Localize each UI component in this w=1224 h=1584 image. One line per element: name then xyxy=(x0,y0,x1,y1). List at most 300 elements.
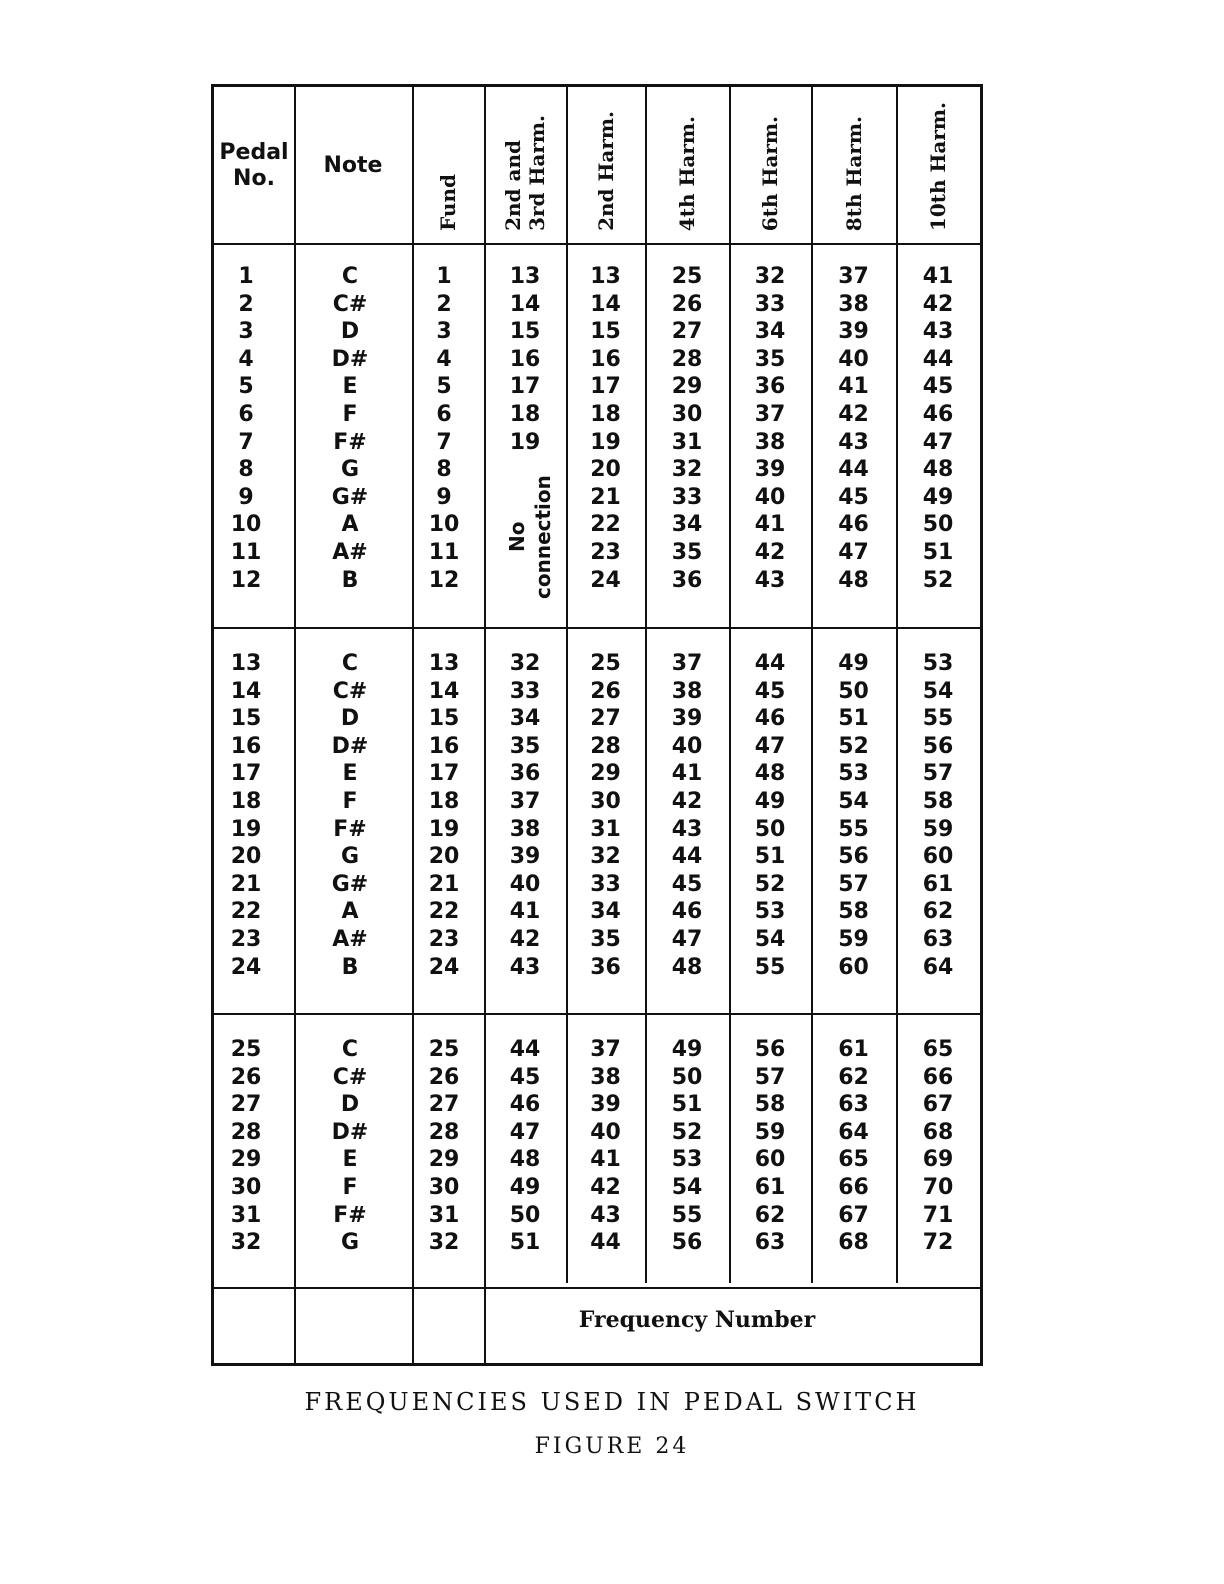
table-cell: 61 xyxy=(922,871,954,897)
header-8th-harm: 8th Harm. xyxy=(841,115,866,231)
table-cell: 54 xyxy=(671,1174,703,1200)
table-cell: 30 xyxy=(230,1174,262,1200)
header-note: Note xyxy=(323,153,383,178)
table-cell: 63 xyxy=(838,1092,869,1118)
table-cell: 45 xyxy=(754,678,786,704)
table-cell: 22 xyxy=(590,512,621,538)
table-cell: 50 xyxy=(671,1064,703,1090)
header-6th-harm: 6th Harm. xyxy=(758,115,782,231)
table-cell: 14 xyxy=(230,678,262,704)
table-cell: 54 xyxy=(754,926,786,952)
table-cell: 42 xyxy=(922,291,954,317)
table-cell: 62 xyxy=(754,1202,786,1228)
column-harm6-group-3 xyxy=(729,1036,811,1257)
table-cell: 24 xyxy=(230,954,262,980)
table-cell: 32 xyxy=(230,1230,262,1256)
table-cell: F# xyxy=(333,816,367,842)
table-cell: 64 xyxy=(838,1119,869,1145)
table-cell: 44 xyxy=(922,346,954,372)
table-cell: C xyxy=(341,651,359,676)
table-cell: 35 xyxy=(754,346,786,372)
column-harm10-group-2 xyxy=(896,650,980,981)
table-cell: 37 xyxy=(754,401,786,427)
table-cell: 48 xyxy=(922,457,954,483)
table-cell: 6 xyxy=(436,401,452,427)
table-cell: 58 xyxy=(838,899,869,925)
table-cell: 29 xyxy=(230,1147,262,1173)
table-cell: C# xyxy=(332,1064,368,1090)
table-cell: 18 xyxy=(230,788,262,814)
table-cell: 62 xyxy=(922,899,954,925)
row-divider xyxy=(214,1013,980,1015)
table-cell: 46 xyxy=(922,401,954,427)
table-cell: 37 xyxy=(838,264,869,289)
table-cell: 19 xyxy=(590,429,621,455)
table-cell: 14 xyxy=(428,678,460,704)
table-cell: 47 xyxy=(671,926,703,952)
table-cell: 50 xyxy=(754,816,786,842)
column-harm8-group-3 xyxy=(811,1036,896,1257)
table-cell: 49 xyxy=(754,788,786,814)
table-cell: 31 xyxy=(230,1202,262,1228)
table-cell: 27 xyxy=(671,319,703,345)
table-cell: F xyxy=(342,401,358,427)
table-cell: 21 xyxy=(428,871,460,897)
table-cell: 49 xyxy=(922,484,954,510)
table-cell: 17 xyxy=(590,374,621,400)
table-cell: 27 xyxy=(428,1092,460,1118)
table-cell: 41 xyxy=(922,264,954,289)
table-cell: 44 xyxy=(754,651,786,676)
table-cell: 39 xyxy=(590,1092,621,1118)
table-cell: 2 xyxy=(436,291,452,317)
table-cell: 9 xyxy=(238,484,254,510)
table-cell: 12 xyxy=(230,567,262,593)
table-cell: 47 xyxy=(509,1119,541,1145)
table-cell: 45 xyxy=(922,374,954,400)
table-cell: 23 xyxy=(590,539,621,565)
header-2nd-harm: 2nd Harm. xyxy=(593,111,618,231)
table-cell: C xyxy=(341,1037,359,1062)
table-cell: 35 xyxy=(509,733,541,759)
table-cell: 43 xyxy=(509,954,541,980)
table-cell: 42 xyxy=(590,1174,621,1200)
table-cell: 22 xyxy=(230,899,262,925)
table-cell: D# xyxy=(331,733,369,759)
table-cell: B xyxy=(341,954,359,980)
table-cell: 18 xyxy=(590,401,621,427)
table-cell: 55 xyxy=(838,816,869,842)
table-cell: 70 xyxy=(922,1174,954,1200)
table-cell: 28 xyxy=(671,346,703,372)
table-cell: E xyxy=(342,374,358,400)
table-cell: 64 xyxy=(922,954,954,980)
table-cell: 59 xyxy=(754,1119,786,1145)
table-cell: 25 xyxy=(590,651,621,676)
table-cell: A# xyxy=(332,539,368,565)
table-cell: 5 xyxy=(238,374,254,400)
table-cell: 57 xyxy=(838,871,869,897)
row-divider xyxy=(214,1287,980,1289)
table-cell: 55 xyxy=(922,706,954,732)
table-cell: 51 xyxy=(754,844,786,870)
table-cell: 8 xyxy=(436,457,452,483)
table-cell: 54 xyxy=(922,678,954,704)
table-cell: 57 xyxy=(754,1064,786,1090)
table-cell: 5 xyxy=(436,374,452,400)
table-cell: 28 xyxy=(230,1119,262,1145)
table-cell: 3 xyxy=(436,319,452,345)
table-cell: 33 xyxy=(671,484,703,510)
table-cell: D xyxy=(340,1092,360,1118)
table-cell: 51 xyxy=(509,1230,541,1256)
column-harm10-group-3 xyxy=(896,1036,980,1257)
header-4th-harm: 4th Harm. xyxy=(675,115,699,231)
table-cell: 21 xyxy=(590,484,621,510)
table-cell: 48 xyxy=(838,567,869,593)
table-cell: 20 xyxy=(590,457,621,483)
table-cell: 48 xyxy=(754,761,786,787)
table-cell: 48 xyxy=(671,954,703,980)
table-cell: 15 xyxy=(230,706,262,732)
table-cell: 31 xyxy=(428,1202,460,1228)
table-cell: 52 xyxy=(754,871,786,897)
table-cell: 36 xyxy=(754,374,786,400)
table-cell: 65 xyxy=(838,1147,869,1173)
table-cell: 20 xyxy=(428,844,460,870)
table-cell: G# xyxy=(331,871,369,897)
table-cell: 17 xyxy=(230,761,262,787)
table-cell: 44 xyxy=(590,1230,621,1256)
row-divider xyxy=(214,627,980,629)
table-cell: 21 xyxy=(230,871,262,897)
table-cell: 25 xyxy=(671,264,703,289)
table-cell: 53 xyxy=(754,899,786,925)
table-cell: 68 xyxy=(838,1230,869,1256)
table-cell: 7 xyxy=(238,429,254,455)
column-pedal-group-3 xyxy=(214,1036,278,1257)
table-cell: G xyxy=(340,1230,360,1256)
table-cell: G xyxy=(340,844,360,870)
column-harm6-group-1 xyxy=(729,263,811,594)
table-cell: 26 xyxy=(671,291,703,317)
table-cell: A xyxy=(341,899,359,925)
table-cell: 13 xyxy=(590,264,621,289)
table-cell: 12 xyxy=(428,567,460,593)
table-cell: 8 xyxy=(238,457,254,483)
table-cell: 42 xyxy=(509,926,541,952)
table-cell: 66 xyxy=(922,1064,954,1090)
column-harm2-group-3 xyxy=(566,1036,645,1257)
table-cell: 9 xyxy=(436,484,452,510)
header-pedal-no: Pedal No. xyxy=(219,140,289,191)
table-cell: 34 xyxy=(509,706,541,732)
table-cell: 61 xyxy=(754,1174,786,1200)
table-cell: 26 xyxy=(428,1064,460,1090)
table-cell: 15 xyxy=(509,319,541,345)
table-cell: 38 xyxy=(590,1064,621,1090)
table-cell: 49 xyxy=(671,1037,703,1062)
table-cell: 51 xyxy=(838,706,869,732)
table-cell: 42 xyxy=(754,539,786,565)
column-fund-group-1 xyxy=(412,263,476,594)
table-cell: 46 xyxy=(838,512,869,538)
table-cell: 50 xyxy=(922,512,954,538)
header-10th-harm: 10th Harm. xyxy=(926,101,950,231)
table-cell: 38 xyxy=(838,291,869,317)
table-cell: 62 xyxy=(838,1064,869,1090)
table-cell: 60 xyxy=(838,954,869,980)
table-cell: 7 xyxy=(436,429,452,455)
table-cell: 40 xyxy=(754,484,786,510)
table-cell: A xyxy=(341,512,359,538)
table-cell: 40 xyxy=(590,1119,621,1145)
table-cell: 61 xyxy=(838,1037,869,1062)
table-cell: 39 xyxy=(671,706,703,732)
table-cell: 60 xyxy=(922,844,954,870)
column-harm23-group-1 xyxy=(484,263,566,456)
table-cell: 69 xyxy=(922,1147,954,1173)
table-cell: 13 xyxy=(509,264,541,289)
table-cell: 37 xyxy=(509,788,541,814)
table-cell: 29 xyxy=(428,1147,460,1173)
table-cell: 48 xyxy=(509,1147,541,1173)
table-cell: 42 xyxy=(838,401,869,427)
table-cell: 40 xyxy=(671,733,703,759)
column-harm4-group-2 xyxy=(645,650,729,981)
frequency-number-label: Frequency Number xyxy=(578,1307,816,1333)
frequency-table xyxy=(211,84,983,1366)
table-cell: 37 xyxy=(671,651,703,676)
table-cell: 11 xyxy=(428,539,460,565)
table-cell: 19 xyxy=(428,816,460,842)
table-cell: 28 xyxy=(590,733,621,759)
table-cell: 39 xyxy=(509,844,541,870)
table-cell: D# xyxy=(331,346,369,372)
table-cell: 29 xyxy=(671,374,703,400)
table-cell: 41 xyxy=(838,374,869,400)
column-note-group-1 xyxy=(294,263,406,594)
figure-caption: FREQUENCIES USED IN PEDAL SWITCH xyxy=(304,1388,920,1416)
table-cell: 63 xyxy=(922,926,954,952)
table-cell: 25 xyxy=(428,1037,460,1062)
table-cell: 45 xyxy=(509,1064,541,1090)
table-cell: 46 xyxy=(671,899,703,925)
table-cell: 15 xyxy=(590,319,621,345)
table-cell: 30 xyxy=(590,788,621,814)
table-cell: 10 xyxy=(428,512,460,538)
column-pedal-group-1 xyxy=(214,263,278,594)
table-cell: 52 xyxy=(671,1119,703,1145)
table-cell: 19 xyxy=(230,816,262,842)
table-cell: 32 xyxy=(590,844,621,870)
table-cell: 53 xyxy=(671,1147,703,1173)
table-cell: 27 xyxy=(590,706,621,732)
table-cell: 55 xyxy=(754,954,786,980)
table-cell: 42 xyxy=(671,788,703,814)
table-cell: 46 xyxy=(509,1092,541,1118)
table-cell: 28 xyxy=(428,1119,460,1145)
table-cell: 19 xyxy=(509,429,541,455)
table-cell: 23 xyxy=(428,926,460,952)
column-harm23-group-2 xyxy=(484,650,566,981)
column-harm8-group-2 xyxy=(811,650,896,981)
table-cell: 49 xyxy=(838,651,869,676)
table-cell: E xyxy=(342,761,358,787)
table-cell: 52 xyxy=(838,733,869,759)
table-cell: F xyxy=(342,788,358,814)
table-cell: 34 xyxy=(671,512,703,538)
table-cell: 43 xyxy=(922,319,954,345)
table-cell: 11 xyxy=(230,539,262,565)
table-cell: F xyxy=(342,1174,358,1200)
column-note-group-2 xyxy=(294,650,406,981)
table-cell: 54 xyxy=(838,788,869,814)
table-cell: 41 xyxy=(671,761,703,787)
column-fund-group-2 xyxy=(412,650,476,981)
table-cell: 13 xyxy=(230,651,262,676)
column-harm8-group-1 xyxy=(811,263,896,594)
table-cell: 58 xyxy=(754,1092,786,1118)
table-cell: 33 xyxy=(754,291,786,317)
table-cell: 30 xyxy=(428,1174,460,1200)
table-cell: 25 xyxy=(230,1037,262,1062)
table-cell: 72 xyxy=(922,1230,954,1256)
column-fund-group-3 xyxy=(412,1036,476,1257)
table-cell: 60 xyxy=(754,1147,786,1173)
table-cell: 24 xyxy=(428,954,460,980)
table-cell: 14 xyxy=(509,291,541,317)
table-cell: 20 xyxy=(230,844,262,870)
table-cell: E xyxy=(342,1147,358,1173)
table-cell: A# xyxy=(332,926,368,952)
table-cell: 17 xyxy=(428,761,460,787)
table-cell: 13 xyxy=(428,651,460,676)
table-cell: 53 xyxy=(922,651,954,676)
table-cell: 38 xyxy=(671,678,703,704)
table-cell: 4 xyxy=(238,346,254,372)
table-cell: D xyxy=(340,706,360,732)
table-cell: 53 xyxy=(838,761,869,787)
table-cell: 44 xyxy=(671,844,703,870)
table-cell: D xyxy=(340,319,360,345)
table-cell: 56 xyxy=(922,733,954,759)
table-cell: 68 xyxy=(922,1119,954,1145)
table-cell: 55 xyxy=(671,1202,703,1228)
table-cell: 4 xyxy=(436,346,452,372)
table-cell: 24 xyxy=(590,567,621,593)
table-cell: 65 xyxy=(922,1037,954,1062)
column-harm10-group-1 xyxy=(896,263,980,594)
table-cell: 40 xyxy=(838,346,869,372)
table-cell: 56 xyxy=(671,1230,703,1256)
table-cell: 35 xyxy=(590,926,621,952)
table-cell: 41 xyxy=(754,512,786,538)
table-cell: 67 xyxy=(838,1202,869,1228)
table-cell: 57 xyxy=(922,761,954,787)
table-cell: 44 xyxy=(509,1037,541,1062)
table-cell: 3 xyxy=(238,319,254,345)
table-cell: 2 xyxy=(238,291,254,317)
table-cell: 1 xyxy=(238,264,254,289)
table-cell: 71 xyxy=(922,1202,954,1228)
table-cell: 43 xyxy=(671,816,703,842)
table-cell: 47 xyxy=(838,539,869,565)
table-cell: 34 xyxy=(754,319,786,345)
table-cell: 1 xyxy=(436,264,452,289)
table-cell: 16 xyxy=(509,346,541,372)
table-cell: C# xyxy=(332,678,368,704)
table-cell: 50 xyxy=(838,678,869,704)
table-cell: 39 xyxy=(754,457,786,483)
table-cell: 38 xyxy=(754,429,786,455)
table-cell: 23 xyxy=(230,926,262,952)
table-cell: 43 xyxy=(754,567,786,593)
table-cell: 16 xyxy=(590,346,621,372)
table-cell: 56 xyxy=(754,1037,786,1062)
table-cell: 67 xyxy=(922,1092,954,1118)
table-cell: F# xyxy=(333,1202,367,1228)
table-cell: 34 xyxy=(590,899,621,925)
table-cell: 40 xyxy=(509,871,541,897)
column-pedal-group-2 xyxy=(214,650,278,981)
column-harm2-group-1 xyxy=(566,263,645,594)
column-harm23-group-3 xyxy=(484,1036,566,1257)
table-cell: 33 xyxy=(509,678,541,704)
table-cell: 36 xyxy=(509,761,541,787)
header-2nd-3rd-harm: 2nd and 3rd Harm. xyxy=(501,115,549,231)
table-cell: 17 xyxy=(509,374,541,400)
table-cell: G xyxy=(340,457,360,483)
table-cell: 22 xyxy=(428,899,460,925)
table-cell: 36 xyxy=(590,954,621,980)
table-cell: 16 xyxy=(230,733,262,759)
table-cell: 38 xyxy=(509,816,541,842)
table-cell: 10 xyxy=(230,512,262,538)
table-cell: 47 xyxy=(754,733,786,759)
table-cell: 66 xyxy=(838,1174,869,1200)
column-harm4-group-3 xyxy=(645,1036,729,1257)
column-note-group-3 xyxy=(294,1036,406,1257)
table-cell: C xyxy=(341,264,359,289)
table-cell: 32 xyxy=(509,651,541,676)
table-cell: 44 xyxy=(838,457,869,483)
table-cell: 16 xyxy=(428,733,460,759)
table-cell: 37 xyxy=(590,1037,621,1062)
table-cell: 18 xyxy=(509,401,541,427)
table-cell: D# xyxy=(331,1119,369,1145)
table-cell: 29 xyxy=(590,761,621,787)
table-cell: 58 xyxy=(922,788,954,814)
table-cell: 32 xyxy=(754,264,786,289)
table-cell: 18 xyxy=(428,788,460,814)
table-cell: 6 xyxy=(238,401,254,427)
table-cell: 45 xyxy=(671,871,703,897)
table-cell: 33 xyxy=(590,871,621,897)
table-cell: 63 xyxy=(754,1230,786,1256)
table-cell: 26 xyxy=(590,678,621,704)
table-cell: 51 xyxy=(922,539,954,565)
table-cell: 31 xyxy=(590,816,621,842)
table-cell: 43 xyxy=(838,429,869,455)
table-cell: 50 xyxy=(509,1202,541,1228)
table-cell: 45 xyxy=(838,484,869,510)
table-cell: B xyxy=(341,567,359,593)
table-cell: 26 xyxy=(230,1064,262,1090)
column-harm6-group-2 xyxy=(729,650,811,981)
table-cell: 32 xyxy=(671,457,703,483)
table-cell: 41 xyxy=(590,1147,621,1173)
